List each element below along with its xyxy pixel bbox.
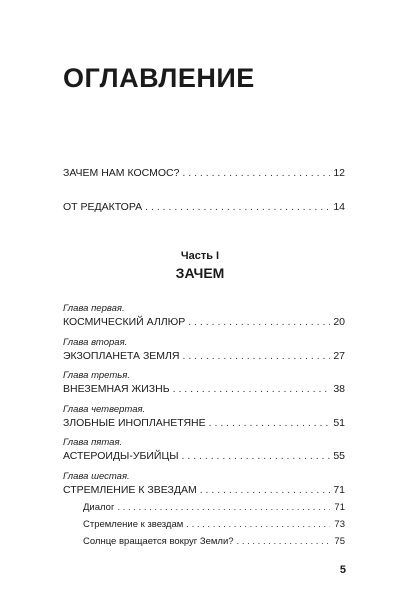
dot-leader bbox=[182, 449, 330, 463]
chapter-kicker: Глава четвертая. bbox=[63, 404, 146, 415]
page-number: 5 bbox=[339, 564, 346, 576]
toc-entry-label: ВНЕЗЕМНАЯ ЖИЗНЬ bbox=[63, 383, 170, 395]
toc-entry-chapter-6 bbox=[63, 483, 345, 497]
toc-entry-page: 73 bbox=[334, 519, 345, 530]
dot-leader bbox=[183, 349, 330, 363]
toc-entry-page: 20 bbox=[333, 316, 345, 328]
toc-entry-page: 55 bbox=[333, 450, 345, 462]
dot-leader bbox=[237, 535, 330, 549]
toc-entry-label: Солнце вращается вокруг Земли? bbox=[83, 536, 234, 547]
toc-entry-chapter-4 bbox=[63, 416, 345, 430]
toc-entry-page: 71 bbox=[334, 502, 345, 513]
toc-entry-subsection-3 bbox=[83, 535, 345, 549]
dot-leader bbox=[200, 483, 330, 497]
toc-entry-label: ЭКЗОПЛАНЕТА ЗЕМЛЯ bbox=[63, 350, 180, 362]
dot-leader bbox=[173, 382, 330, 396]
dot-leader bbox=[209, 416, 330, 430]
toc-entry-page: 75 bbox=[334, 536, 345, 547]
toc-entry-label: Диалог bbox=[83, 502, 115, 513]
dot-leader bbox=[186, 518, 330, 532]
dot-leader bbox=[117, 501, 330, 515]
toc-entry-chapter-3 bbox=[63, 382, 345, 396]
dot-leader bbox=[182, 166, 330, 180]
toc-entry-page: 38 bbox=[333, 383, 345, 395]
chapter-kicker: Глава первая. bbox=[63, 303, 125, 314]
toc-entry-label: Стремление к звездам bbox=[83, 519, 184, 530]
toc-entry-subsection-2 bbox=[83, 518, 345, 532]
part-number: Часть I bbox=[180, 250, 220, 262]
toc-entry-page: 12 bbox=[333, 167, 345, 179]
toc-entry-subsection-1 bbox=[83, 501, 345, 515]
toc-entry-page: 27 bbox=[333, 350, 345, 362]
toc-title: ОГЛАВЛЕНИЕ bbox=[63, 63, 255, 93]
toc-entry-label: АСТЕРОИДЫ-УБИЙЦЫ bbox=[63, 450, 179, 462]
toc-entry-label: ЗАЧЕМ НАМ КОСМОС? bbox=[63, 167, 180, 179]
toc-entry-label: ЗЛОБНЫЕ ИНОПЛАНЕТЯНЕ bbox=[63, 417, 206, 429]
toc-entry-label: ОТ РЕДАКТОРА bbox=[63, 201, 143, 213]
chapter-kicker: Глава пятая. bbox=[63, 437, 123, 448]
toc-entry-chapter-5 bbox=[63, 449, 345, 463]
chapter-kicker: Глава третья. bbox=[63, 370, 130, 381]
toc-entry-label: КОСМИЧЕСКИЙ АЛЛЮР bbox=[63, 316, 186, 328]
chapter-kicker: Глава шестая. bbox=[63, 471, 130, 482]
chapter-kicker: Глава вторая. bbox=[63, 337, 128, 348]
toc-entry-page: 14 bbox=[333, 201, 345, 213]
dot-leader bbox=[145, 200, 330, 214]
toc-entry-chapter-2 bbox=[63, 349, 345, 363]
toc-entry-label: СТРЕМЛЕНИЕ К ЗВЕЗДАМ bbox=[63, 484, 197, 496]
toc-entry-front-1 bbox=[63, 166, 345, 180]
part-title: ЗАЧЕМ bbox=[175, 265, 225, 281]
toc-entry-page: 71 bbox=[333, 484, 345, 496]
toc-entry-chapter-1 bbox=[63, 315, 345, 329]
dot-leader bbox=[188, 315, 330, 329]
toc-entry-page: 51 bbox=[333, 417, 345, 429]
toc-entry-front-2 bbox=[63, 200, 345, 214]
